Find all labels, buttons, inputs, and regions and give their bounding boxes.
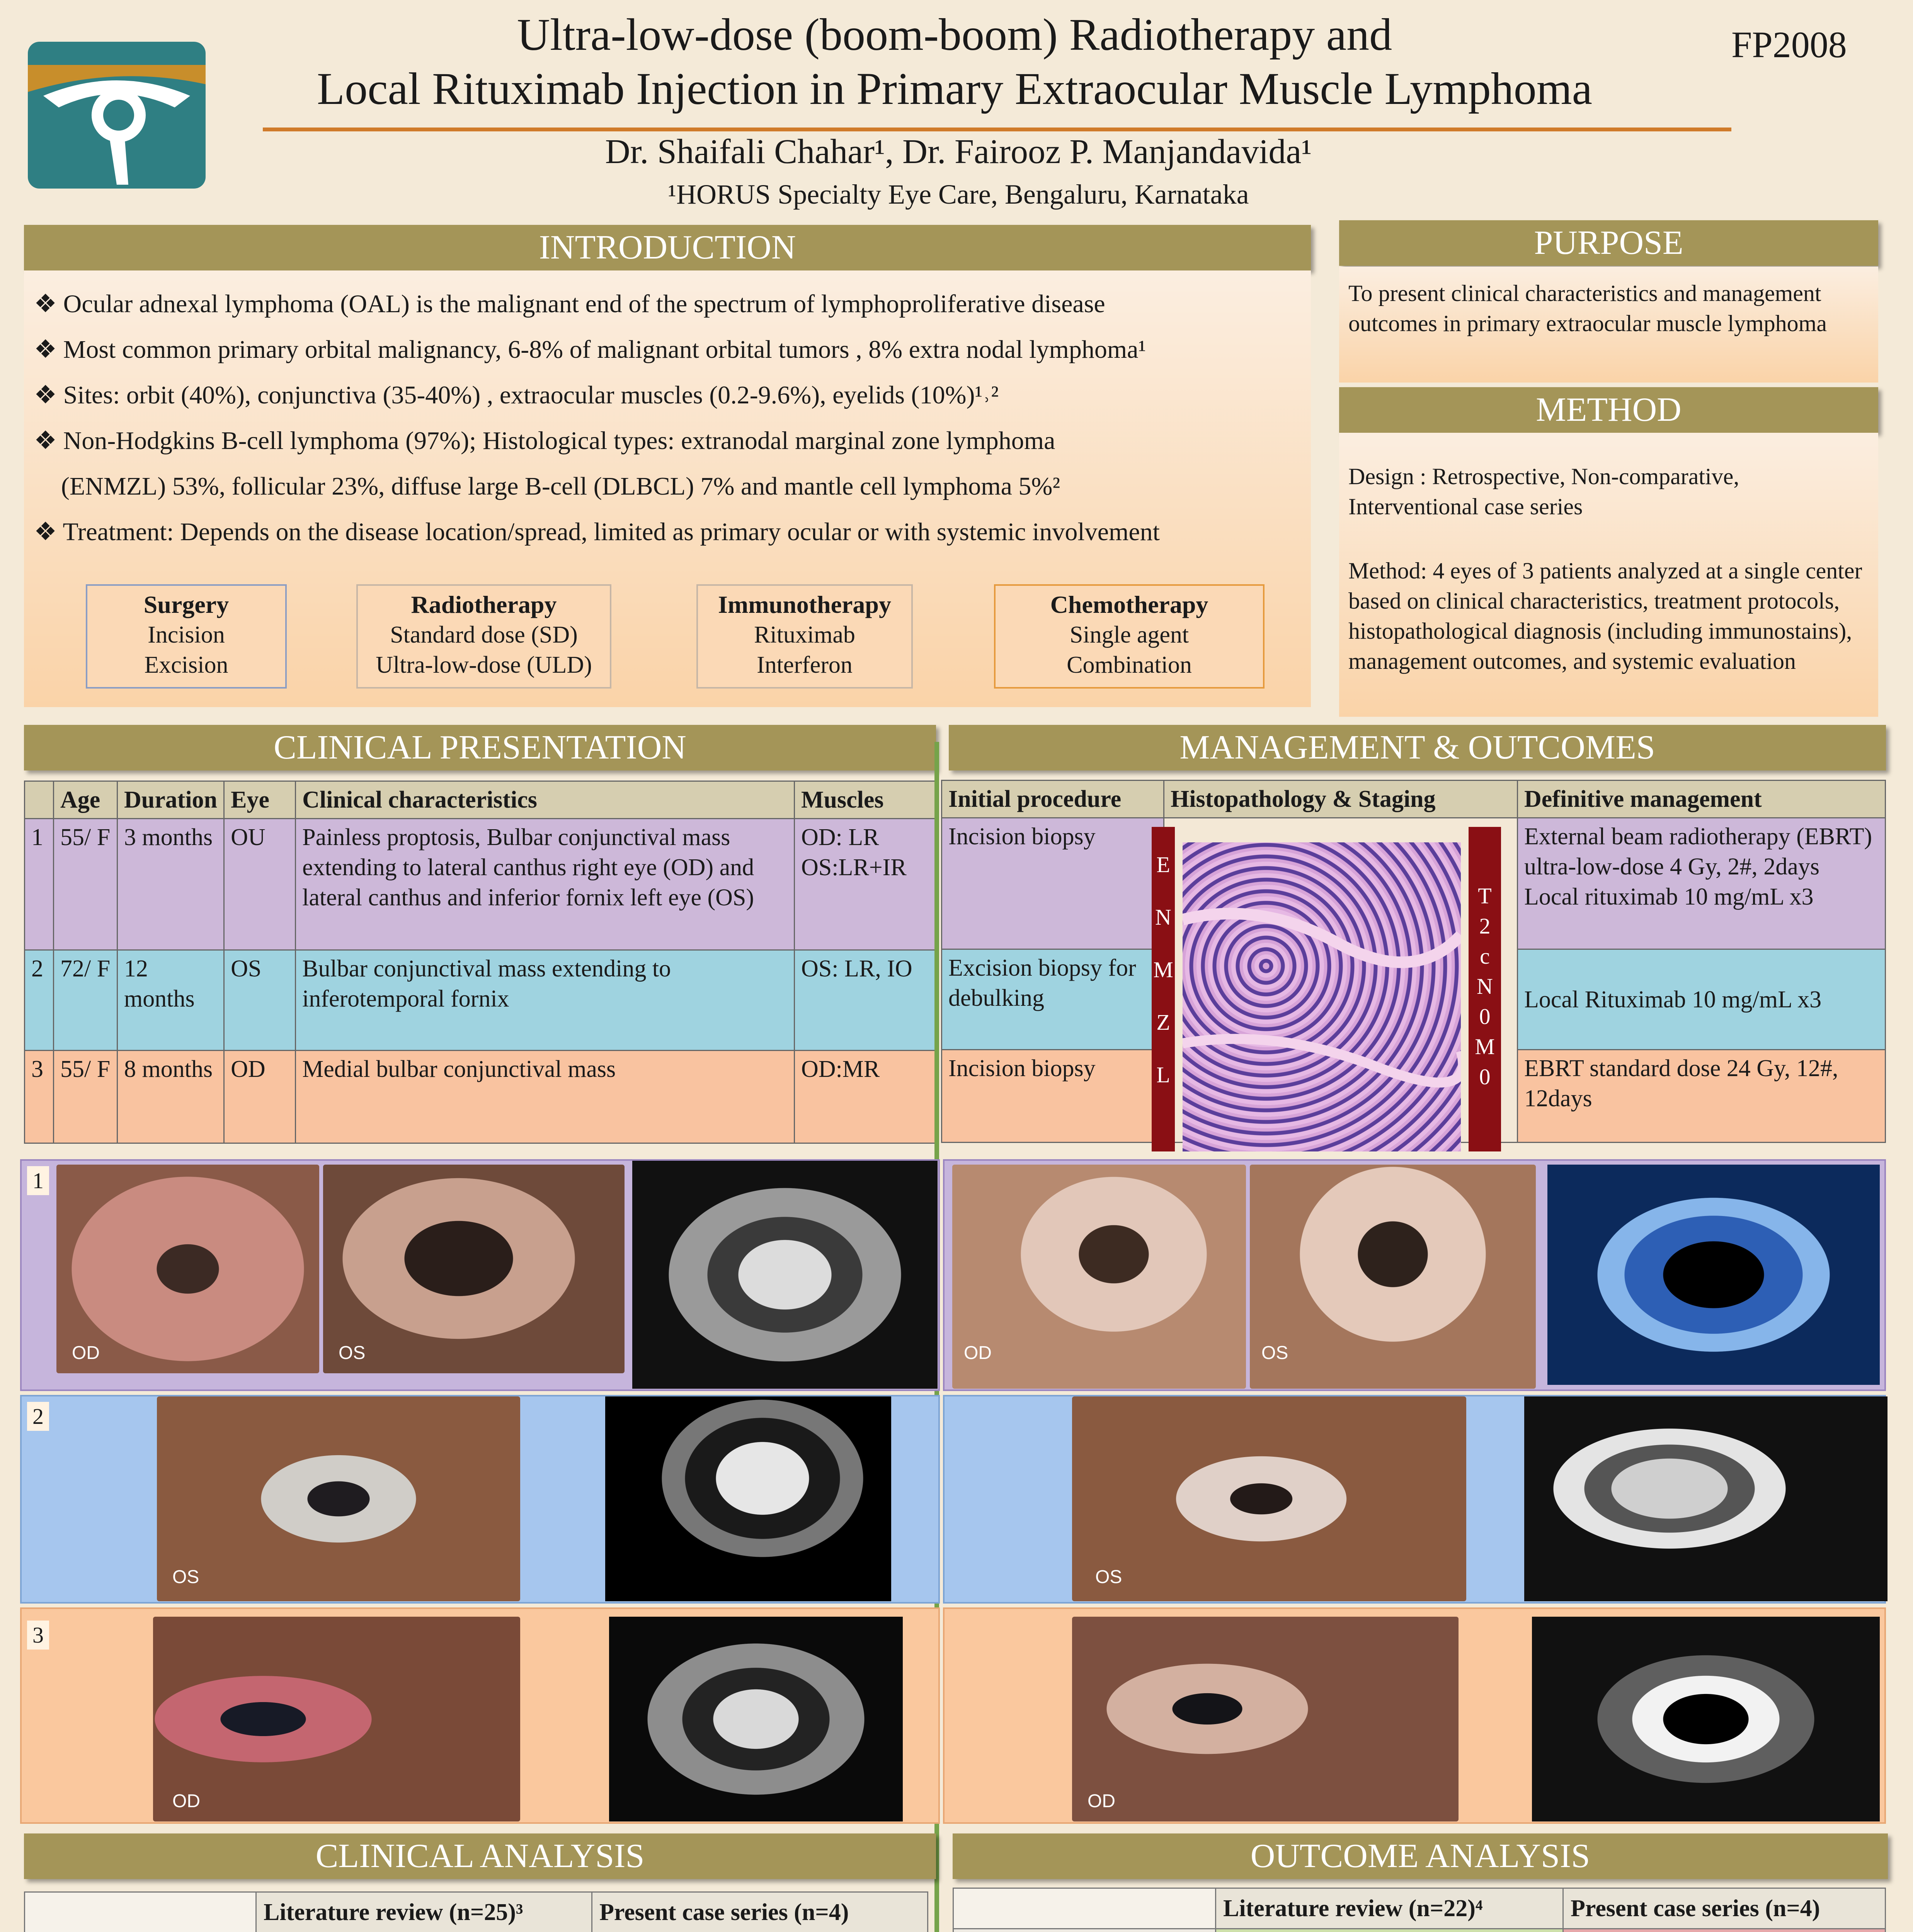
col-header: Duration (117, 781, 224, 819)
treatment-line: Interferon (757, 652, 853, 678)
purpose-heading: PURPOSE (1339, 220, 1878, 266)
case-1-photos-right (943, 1159, 1886, 1391)
photo-label-od: OD (72, 1343, 100, 1363)
title-line-1: Ultra-low-dose (boom-boom) Radiotherapy and (517, 9, 1392, 60)
cell: External beam radiotherapy (EBRT) ultra-low-dose 4 Gy, 2#, 2days Local rituximab 10 mg/mL x3 (1518, 818, 1886, 949)
purpose-panel (1339, 267, 1878, 383)
col-header: Definitive management (1518, 781, 1886, 818)
col-header: Literature review (n=25)³ (256, 1892, 592, 1932)
strip-letter: E (1156, 852, 1170, 877)
treatment-box-surgery (86, 584, 287, 689)
outcome-analysis-heading: OUTCOME ANALYSIS (953, 1833, 1888, 1879)
cell: Excision biopsy for debulking (942, 949, 1164, 1050)
col-header: Clinical characteristics (296, 781, 795, 819)
cell: 8 months (117, 1051, 224, 1143)
intro-bullet: ❖ Ocular adnexal lymphoma (OAL) is the malignant end of the spectrum of lymphoproliferative disease (34, 290, 1105, 318)
histopathology-image (1183, 842, 1461, 1151)
followup-mri-scan (1524, 1396, 1887, 1601)
col-header: Present case series (n=4) (1563, 1888, 1886, 1929)
staging-label-strip (1469, 827, 1501, 1151)
col-header: Histopathology & Staging (1164, 781, 1518, 818)
col-header: Literature review (n=22)⁴ (1216, 1888, 1563, 1929)
case-number: 2 (27, 1402, 49, 1431)
case-3-photos-left (20, 1607, 940, 1824)
photo-label-od: OD (172, 1791, 200, 1811)
clinical-analysis-heading: CLINICAL ANALYSIS (24, 1833, 936, 1879)
photo-label-os: OS (1095, 1567, 1122, 1587)
cell: 1 (25, 819, 54, 950)
management-heading: MANAGEMENT & OUTCOMES (949, 725, 1886, 770)
treatment-title: Immunotherapy (718, 591, 892, 618)
strip-letter: 0 (1479, 1004, 1491, 1029)
photo-label-os: OS (1261, 1343, 1288, 1363)
treatment-title: Radiotherapy (411, 591, 557, 618)
col-header (25, 781, 54, 819)
title-line-2: Local Rituximab Injection in Primary Extraocular Muscle Lymphoma (317, 63, 1592, 114)
table-row (25, 950, 936, 1051)
clinical-presentation-table (24, 781, 936, 1144)
followup-photo-od (952, 1165, 1246, 1389)
col-header (25, 1892, 256, 1932)
cell: OD: LR OS:LR+IR (795, 819, 936, 950)
cell: OS: LR, IO (795, 950, 936, 1051)
intro-bullet: ❖ Most common primary orbital malignancy, 6-8% of malignant orbital tumors , 8% extra nodal lymphoma¹ (34, 335, 1146, 364)
photo-label-os: OS (172, 1567, 199, 1587)
introduction-panel (24, 270, 1311, 707)
followup-photo-os (1072, 1396, 1466, 1601)
clinical-analysis-table (24, 1891, 928, 1932)
treatment-line: Incision (148, 622, 225, 648)
treatment-box-chemotherapy (994, 584, 1265, 689)
table-row (953, 1929, 1886, 1932)
treatment-title: Surgery (143, 591, 229, 618)
followup-ct-scan (1547, 1165, 1880, 1385)
poster-title (216, 8, 1693, 116)
cell: Painless proptosis, Bulbar conjunctival mass extending to lateral canthus right eye (OD) and lateral canthus and inferior fornix left eye (OS) (296, 819, 795, 950)
cell: Local Rituximab 10 mg/mL x3 (1518, 949, 1886, 1050)
treatment-line: Excision (144, 652, 228, 678)
cell: OU (224, 819, 296, 950)
col-header (953, 1888, 1216, 1929)
strip-letter: Z (1156, 1010, 1170, 1035)
strip-letter: T (1478, 883, 1492, 908)
treatment-title: Chemotherapy (1050, 591, 1208, 618)
intro-bullet: ❖ Sites: orbit (40%), conjunctiva (35-40%) , extraocular muscles (0.2-9.6%), eyelids (10%)¹˒² (34, 381, 999, 409)
method-description: Method: 4 eyes of 3 patients analyzed at a single center based on clinical characteristics, treatment protocols, histopathological diagnosis (including immunostains), management outcomes, and systemic evaluation (1348, 558, 1862, 674)
case-1-photos-left (20, 1159, 940, 1391)
col-header: Eye (224, 781, 296, 819)
strip-letter: 0 (1479, 1064, 1491, 1089)
cell: Incision biopsy (942, 1050, 1164, 1143)
introduction-heading: INTRODUCTION (24, 225, 1311, 270)
case-number: 3 (27, 1621, 49, 1650)
institution-logo (28, 42, 206, 189)
cell: OS (224, 950, 296, 1051)
intro-bullet: (ENMZL) 53%, follicular 23%, diffuse large B-cell (DLBCL) 7% and mantle cell lymphoma 5%² (61, 472, 1060, 500)
case-3-photos-right (943, 1607, 1886, 1824)
strip-letter: M (1153, 957, 1173, 982)
clinical-presentation-heading: CLINICAL PRESENTATION (24, 725, 936, 770)
clinical-photo-os (323, 1165, 625, 1373)
followup-photo-od (1072, 1617, 1459, 1821)
treatment-line: Single agent (1069, 622, 1189, 648)
cell: 12 months (117, 950, 224, 1051)
cell: 3 (25, 1051, 54, 1143)
cell (1216, 1929, 1563, 1932)
cell: 2 (25, 950, 54, 1051)
authors: Dr. Shaifali Chahar¹, Dr. Fairooz P. Manjandavida¹ (605, 133, 1312, 171)
case-2-photos-left (20, 1395, 940, 1604)
cell: EBRT standard dose 24 Gy, 12#, 12days (1518, 1050, 1886, 1143)
case-2-photos-right (943, 1395, 1886, 1604)
outcome-analysis-table (953, 1888, 1886, 1932)
cell: Incision biopsy (942, 818, 1164, 949)
table-row (25, 819, 936, 950)
col-header: Age (54, 781, 117, 819)
strip-letter: L (1156, 1062, 1170, 1087)
clinical-photo-od (153, 1617, 520, 1821)
row-label (953, 1929, 1216, 1932)
table-row (25, 1051, 936, 1143)
treatment-box-immunotherapy (696, 584, 913, 689)
intro-bullet: ❖ Treatment: Depends on the disease location/spread, limited as primary ocular or with systemic involvement (34, 518, 1160, 546)
method-panel (1339, 433, 1878, 717)
method-heading: METHOD (1339, 387, 1878, 433)
followup-photo-os (1250, 1165, 1536, 1389)
col-header: Initial procedure (942, 781, 1164, 818)
treatment-line: Combination (1067, 652, 1192, 678)
mri-scan (605, 1396, 891, 1601)
case-number: 1 (27, 1166, 49, 1195)
cell: 55/ F (54, 1051, 117, 1143)
enmzl-label-strip (1152, 827, 1175, 1151)
treatment-box-radiotherapy (356, 584, 611, 689)
cell: 72/ F (54, 950, 117, 1051)
strip-letter: M (1475, 1034, 1495, 1059)
cell: OD (224, 1051, 296, 1143)
ct-scan-axial (609, 1617, 903, 1821)
strip-letter: N (1477, 974, 1493, 999)
strip-letter: c (1480, 944, 1490, 969)
cell: Medial bulbar conjunctival mass (296, 1051, 795, 1143)
cell: 3 months (117, 819, 224, 950)
poster-code: FP2008 (1731, 24, 1847, 65)
clinical-photo-od (56, 1165, 319, 1373)
purpose-text: To present clinical characteristics and management outcomes in primary extraocular muscle lymphoma (1348, 281, 1827, 336)
intro-bullet: ❖ Non-Hodgkins B-cell lymphoma (97%); Histological types: extranodal marginal zone lymphoma (34, 427, 1055, 455)
strip-letter: N (1155, 905, 1171, 930)
cell: Bulbar conjunctival mass extending to inferotemporal fornix (296, 950, 795, 1051)
photo-label-od: OD (1088, 1791, 1115, 1811)
clinical-photo-os (157, 1396, 520, 1601)
photo-label-os: OS (339, 1343, 366, 1363)
treatment-line: Ultra-low-dose (ULD) (376, 652, 592, 678)
introduction-bullets (34, 281, 1305, 555)
treatment-line: Standard dose (SD) (390, 622, 578, 648)
affiliation: ¹HORUS Specialty Eye Care, Bengaluru, Karnataka (668, 179, 1249, 210)
photo-label-od: OD (964, 1343, 992, 1363)
treatment-line: Rituximab (754, 622, 855, 648)
cell (1563, 1929, 1886, 1932)
col-header: Present case series (n=4) (592, 1892, 928, 1932)
cell: OD:MR (795, 1051, 936, 1143)
followup-ct-scan (1532, 1617, 1880, 1821)
strip-letter: 2 (1479, 913, 1491, 939)
ct-scan-axial (632, 1161, 938, 1389)
col-header: Muscles (795, 781, 936, 819)
method-design: Design : Retrospective, Non-comparative, Interventional case series (1348, 464, 1739, 519)
cell: 55/ F (54, 819, 117, 950)
